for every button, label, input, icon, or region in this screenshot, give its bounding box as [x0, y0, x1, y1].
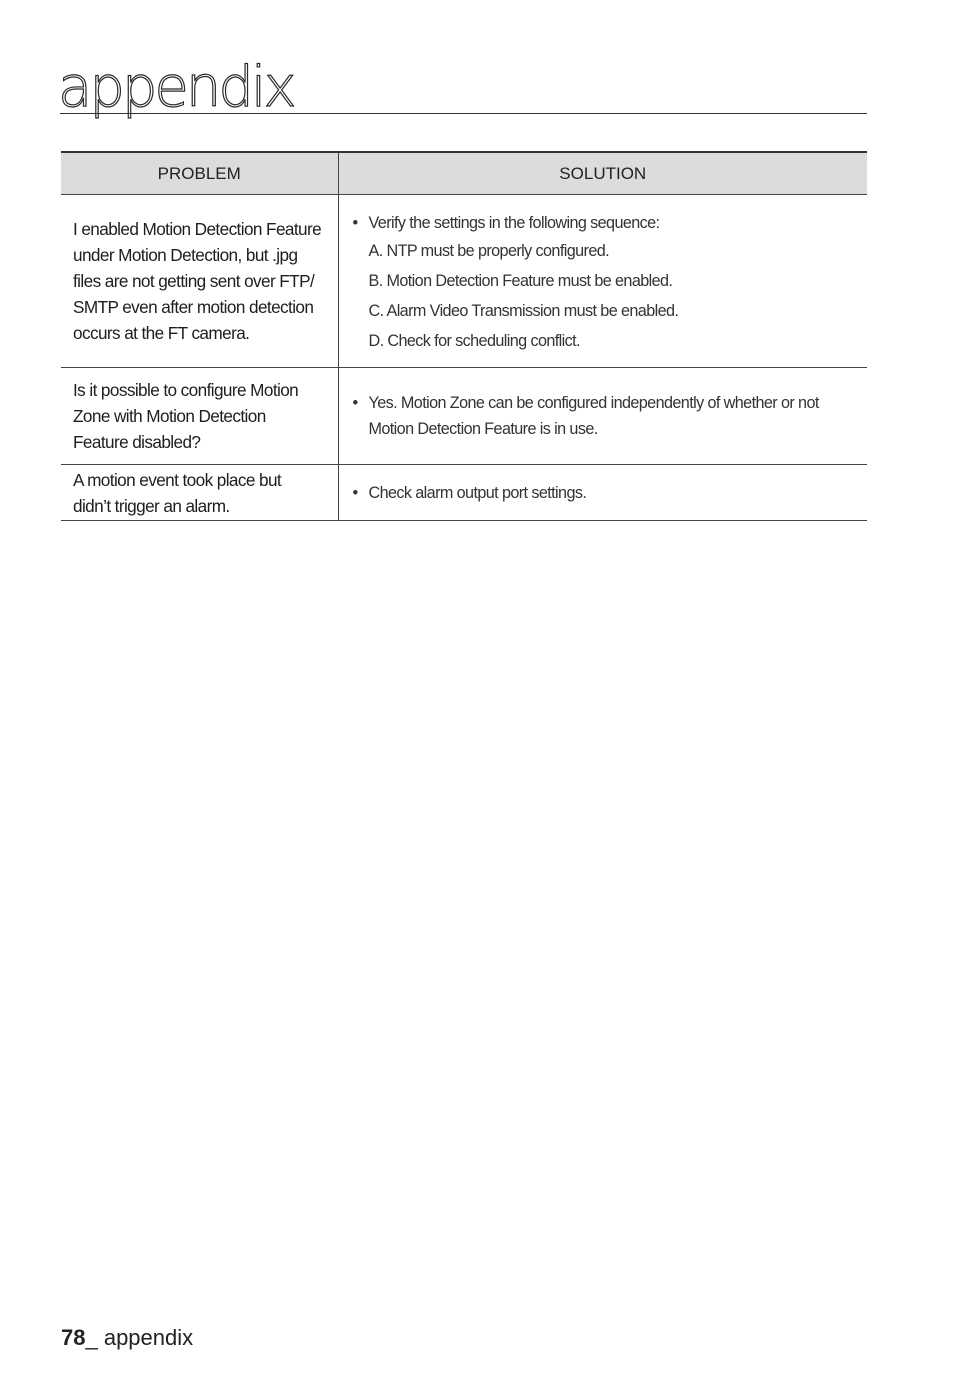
problem-cell	[61, 195, 338, 368]
bullet-icon: •	[352, 483, 358, 502]
problem-text-line: didn’t trigger an alarm.	[73, 495, 230, 516]
troubleshooting-table	[61, 151, 867, 521]
page-title: appendix	[58, 55, 294, 120]
bullet-icon: •	[352, 394, 358, 412]
problem-text-line: files are not getting sent over FTP/	[73, 271, 315, 291]
solution-cell	[338, 465, 867, 521]
solution-text: Yes. Motion Zone can be configured independently of whether or not	[368, 394, 819, 412]
problem-text-line: I enabled Motion Detection Feature	[73, 219, 322, 239]
solution-column-header: SOLUTION	[338, 152, 867, 195]
page-footer	[61, 1322, 193, 1354]
title-divider	[60, 113, 867, 114]
solution-bullet	[353, 390, 858, 416]
problem-text-line: SMTP even after motion detection	[73, 297, 314, 317]
problem-cell	[61, 465, 338, 521]
problem-text-line: Feature disabled?	[73, 432, 201, 452]
page-number: 78	[61, 1325, 86, 1350]
solution-text: Motion Detection Feature is in use.	[368, 420, 598, 438]
bullet-icon: •	[352, 214, 358, 232]
problem-column-header: PROBLEM	[61, 152, 338, 195]
table-row	[61, 465, 867, 521]
solution-step: C. Alarm Video Transmission must be enabled.	[368, 302, 679, 320]
problem-text-line: Is it possible to configure Motion	[73, 380, 299, 400]
solution-step: A. NTP must be properly configured.	[368, 242, 610, 260]
problem-text-line: A motion event took place but	[73, 469, 282, 490]
solution-text: Check alarm output port settings.	[368, 483, 587, 502]
problem-text-line: occurs at the FT camera.	[73, 323, 250, 343]
solution-cell	[338, 195, 867, 368]
solution-step: D. Check for scheduling conflict.	[368, 332, 580, 350]
table-header-row	[61, 152, 867, 195]
footer-section-label: _ appendix	[85, 1325, 194, 1350]
problem-text-line: under Motion Detection, but .jpg	[73, 245, 298, 265]
problem-cell	[61, 368, 338, 465]
solution-cell	[338, 368, 867, 465]
solution-text: Verify the settings in the following sequence:	[368, 214, 660, 232]
solution-bullet	[353, 480, 858, 506]
table-row	[61, 368, 867, 465]
problem-text-line: Zone with Motion Detection	[73, 406, 266, 426]
table-row	[61, 195, 867, 368]
solution-bullet	[353, 210, 858, 236]
solution-step: B. Motion Detection Feature must be enabled.	[368, 272, 673, 290]
